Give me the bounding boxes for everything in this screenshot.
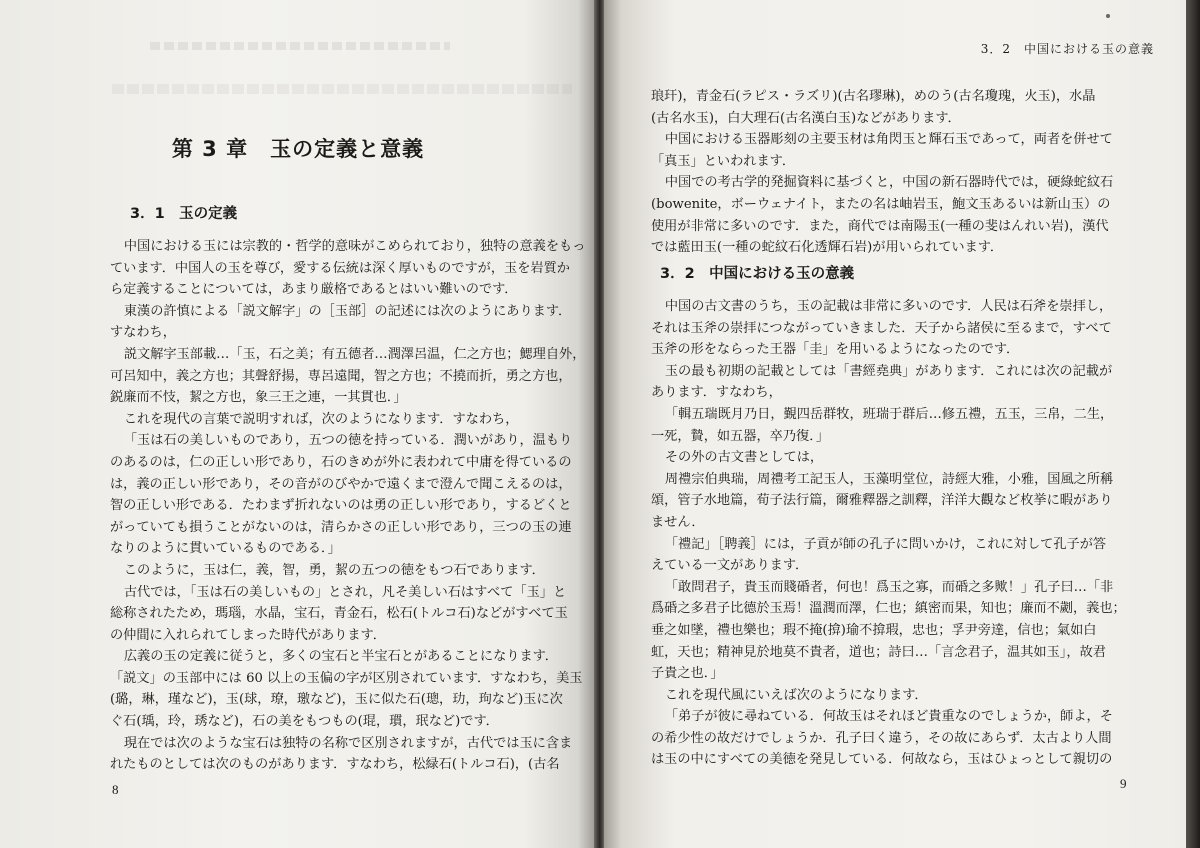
text-line: 琅玕)，青金石(ラピス・ラズリ)(古名璆琳)，めのう(古名瓊瑰，火玉)，水晶 [651,89,1096,104]
show-through-text [112,84,572,94]
text-line: 中国における玉器彫刻の主要玉材は角閃玉と輝石玉であって，両者を併せて [664,132,1113,148]
text-line: これを現代風にいえば次のようになります． [664,687,928,703]
text-line: 説文解字玉部載…「玉，石之美；有五德者…潤澤呂温，仁之方也；鰓理自外， [123,346,586,362]
text-line: その外の古文書としては， [664,450,824,466]
right-page [604,0,1188,848]
text-line: ら定義することについては，あまり厳格であるとはいい難いのです． [110,282,518,298]
text-line: 現在では次のような宝石は独特の名称で区別されますが，古代では玉に含ま [123,735,573,751]
text-line: 「真玉」といわれます． [651,153,796,169]
right-body-text-top [651,86,1147,259]
text-line: このように，玉は仁，義，智，勇，絜の五つの徳をもつ石であります． [123,562,545,578]
text-line: ています．中国人の玉を尊び，愛する伝統は深く厚いものですが，玉を岩質か [110,260,570,276]
text-line: 総称されたため，瑪瑙，水晶，宝石，青金石，松石(トルコ石)などがすべて玉 [110,606,568,622]
text-line: 頌，管子水地篇，荀子法行篇，爾雅釋器之訓釋，洋洋大觀など枚挙に暇があり [651,493,1113,509]
show-through-text [150,42,450,50]
text-line: (bowenite，ボーウェナイト，またの名は岫岩玉，鮑文玉あるいは新山玉）の [651,196,1111,212]
text-line: あります．すなわち， [651,385,782,401]
section-heading: 3．1 玉の定義 [130,206,238,222]
text-line: では藍田玉(一種の蛇紋石化透輝石岩)が用いられています． [651,240,1004,256]
text-line: 「弟子が彼に尋ねている．何故玉はそれほど貴重なのでしょうか，師よ，そ [664,709,1113,725]
page-number-right: 9 [1120,776,1127,791]
text-line: 中国の古文書のうち，玉の記載は非常に多いのです．人民は石斧を崇拝し， [664,299,1113,314]
left-body-text [110,236,586,776]
text-line: 爲碈之多君子比德於玉焉！溫潤而澤，仁也；縝密而果，知也；廉而不劌，義也； [651,601,1126,617]
section-heading: 3．2 中国における玉の意義 [660,266,855,282]
text-line: 古代では，「玉は石の美しいもの」とされ，凡そ美しい石はすべて「玉」と [123,584,567,600]
text-line: 可呂知中，義之方也；其聲舒揚，専呂遠聞，智之方也；不撓而折，勇之方也， [110,368,572,384]
text-line: れたものとしては次のものがあります．すなわち，松緑石(トルコ石)，(古名 [110,757,560,773]
left-page [0,0,596,848]
text-line: 「玉は石の美しいものであり，五つの徳を持っている．潤いがあり，温もり [123,433,573,449]
text-line: これを現代の言葉で説明すれば，次のようになります．すなわち， [123,411,519,427]
text-line: 智の正しい形である．たわまず折れないのは勇の正しい形であり，するどくと [110,498,572,514]
text-line: がっていても損うことがないのは，清らかさの正しい形であり，三つの玉の連 [110,519,572,535]
text-line: 玉斧の形をならった王器「圭」を用いるようになったのです． [651,342,1020,358]
text-line: 「輯五瑞既月乃日，覲四岳群牧，班瑞于群后…修五禮，五玉，三帛，二生， [664,406,1114,422]
text-line: (璐，琳，瑾など)，玉(球，璙，璬など)，玉に似た石(璁，玏，玽など)玉に次 [110,692,563,708]
text-line: えている一文があります． [651,558,809,574]
paper-spot [1106,14,1110,18]
text-line: 子貴之也．」 [651,666,724,682]
text-line: 一死，贄，如五器，卒乃復．」 [651,428,830,444]
chapter-title: 第 3 章 玉の定義と意義 [171,137,425,161]
text-line: 「説文」の玉部中には 60 以上の玉偏の字が区別されています．すなわち，美玉 [110,670,583,686]
text-line: 「敢問君子，貴玉而賤碈者，何也！爲玉之寡，而碈之多歟！」孔子曰…「非 [664,579,1114,595]
text-line: (古名水玉)，白大理石(古名漢白玉)などがあります． [651,110,961,126]
running-head: 3．2 中国における玉の意義 [980,42,1154,56]
text-line: は，義の正しい形であり，その音がのびやかで遠くまで澄んで聞こえるのは， [110,476,572,492]
text-line: 使用が非常に多いのです．また，商代では南陽玉(一種の斐はんれい岩)，漢代 [651,218,1109,234]
text-line: ません． [651,514,705,530]
text-line: の仲間に入れられてしまった時代があります． [110,627,386,643]
text-line: の希少性の故だけでしょうか．孔子曰く違う，その故にあらず．太古より人間 [651,730,1112,746]
text-line: 中国での考古学的発掘資料に基づくと，中国の新石器時代では，硬綠蛇紋石 [664,175,1114,191]
text-line: ぐ石(瑀，玲，琇など)，石の美をもつもの(琨，瑻，珉など)です． [110,714,499,730]
text-line: は玉の中にすべての美徳を発見している．何故なら，玉はひょっとして親切の [651,752,1113,768]
text-line: 玉の最も初期の記載としては「書經堯典」があります．これには次の記載が [664,363,1113,379]
text-line: 鋭廉而不忮，絜之方也，象三王之連，一其貫也．」 [110,390,407,406]
text-line: 垂之如墜，禮也樂也；瑕不掩(揜)瑜不揜瑕，忠也；孚尹旁達，信也；氣如白 [651,622,1097,638]
text-line: 中国における玉には宗教的・哲学的意味がこめられており，独特の意義をもっ [123,239,586,254]
right-body-text-bottom [651,296,1147,771]
book-edge [1186,0,1200,848]
text-line: のあるのは，仁の正しい形であり，石のきめが外に表われて中庸を得ているの [110,454,572,470]
text-line: それは玉斧の崇拝につながっていきました．天子から諸侯に至るまで，すべて [651,320,1112,336]
text-line: 周禮宗伯典瑞，周禮考工記玉人，玉藻明堂位，詩經大雅，小雅，国風之所稱 [664,471,1114,487]
text-line: 東漢の許慎による「説文解字」の［玉部］の記述には次のようにあります． [123,303,572,319]
text-line: なりのように貫いているものである．」 [110,541,341,557]
text-line: 「禮記」［聘義］には，子貢が師の孔子に問いかけ，これに対して孔子が答 [664,536,1107,552]
page-number-left: 8 [112,782,119,797]
text-line: すなわち， [110,325,176,341]
text-line: 広義の玉の定義に従うと，多くの宝石と半宝石とがあることになります． [123,649,558,665]
text-line: 虹，天也；精神見於地莫不貴者，道也；詩曰…「言念君子，温其如玉」，故君 [651,644,1106,660]
